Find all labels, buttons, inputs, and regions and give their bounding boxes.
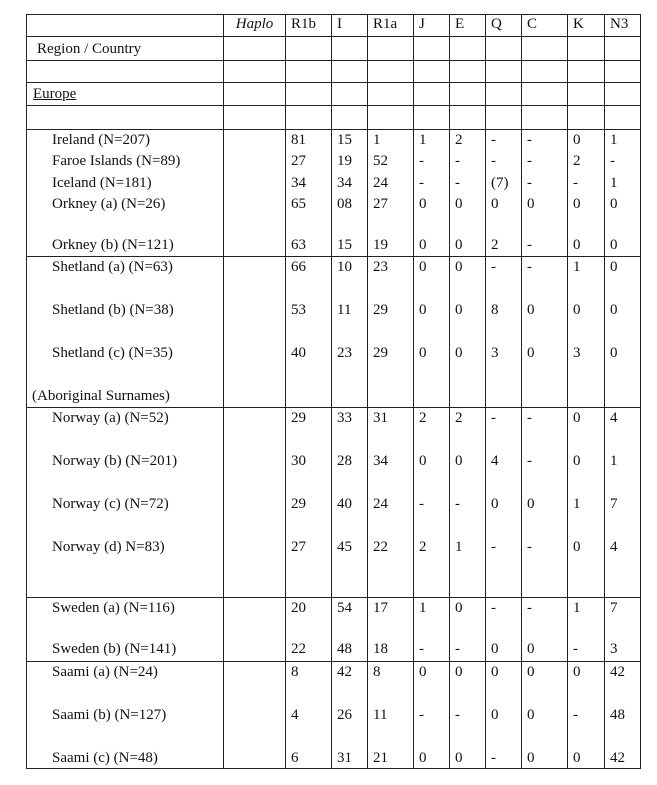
value-n3: 7 (610, 600, 618, 616)
haplo-cell (224, 151, 286, 173)
value-c: - (527, 453, 532, 469)
value-cell-e (450, 598, 486, 662)
value-i: 23 (337, 345, 352, 361)
table-row (27, 408, 641, 598)
value-c (527, 387, 567, 406)
value-cell-c (522, 173, 568, 194)
country-cell (27, 173, 224, 194)
value-cell-r1b (286, 194, 332, 257)
value-n3: 48 (610, 707, 625, 723)
value-r1b: 27 (291, 152, 306, 169)
country-label: Sweden (a) (N=116) (52, 600, 175, 616)
value-n3: 0 (610, 195, 618, 212)
value-cell-r1a (368, 408, 414, 598)
value-r1b: 6 (291, 750, 299, 766)
header-row (27, 15, 641, 37)
value-j: 0 (419, 453, 427, 469)
value-r1a: 31 (373, 410, 388, 426)
value-cell-i (332, 408, 368, 598)
value-cell-j (414, 257, 450, 408)
value-q: 8 (491, 302, 499, 318)
value-cell-k (568, 662, 605, 769)
value-cell-i (332, 130, 368, 151)
value-cell-r1b (286, 257, 332, 408)
value-k: - (573, 707, 578, 723)
value-e: 0 (455, 750, 463, 766)
value-cell-j (414, 408, 450, 598)
value-e: 0 (455, 302, 463, 318)
value-q: - (491, 410, 496, 426)
country-label: Shetland (c) (N=35) (52, 345, 173, 361)
value-cell-r1a (368, 257, 414, 408)
country-cell (27, 130, 224, 151)
value-q: 0 (491, 195, 499, 212)
value-j: 0 (419, 195, 427, 212)
value-r1a: 29 (373, 302, 388, 318)
haplo-cell (224, 194, 286, 257)
country-cell (27, 408, 224, 598)
col-header-c: C (522, 15, 568, 37)
col-header-i: I (332, 15, 368, 37)
value-j: 0 (419, 664, 427, 680)
value-k: 0 (573, 132, 581, 148)
value-q: - (491, 750, 496, 766)
value-i (337, 387, 367, 406)
value-k: 0 (573, 750, 581, 766)
country-label: Saami (c) (N=48) (52, 750, 158, 766)
value-e: 0 (455, 664, 463, 680)
region-country-label: Region / Country (27, 37, 224, 61)
value-c: - (527, 236, 532, 253)
value-r1b: 65 (291, 195, 306, 212)
value-cell-i (332, 151, 368, 173)
country-label: Orkney (a) (N=26) (52, 195, 166, 212)
value-cell-q (486, 598, 522, 662)
value-cell-q (486, 173, 522, 194)
value-e: 0 (455, 236, 463, 253)
value-cell-r1b (286, 130, 332, 151)
value-i: 33 (337, 410, 352, 426)
value-cell-e (450, 194, 486, 257)
value-cell-n3 (605, 151, 641, 173)
country-label: Sweden (b) (N=141) (52, 641, 177, 657)
value-j: 1 (419, 600, 427, 616)
value-i: 45 (337, 539, 352, 555)
value-n3: 4 (610, 539, 618, 555)
value-e: 0 (455, 345, 463, 361)
value-n3: 42 (610, 664, 625, 680)
haplo-cell (224, 408, 286, 598)
spacer-row (27, 61, 641, 83)
value-e: - (455, 641, 460, 657)
value-e: 0 (455, 195, 463, 212)
value-i: 42 (337, 664, 352, 680)
value-j: - (419, 174, 424, 191)
value-r1a: 27 (373, 195, 388, 212)
value-cell-c (522, 662, 568, 769)
value-e: 0 (455, 600, 463, 616)
value-j: - (419, 641, 424, 657)
value-c: 0 (527, 302, 535, 318)
value-j: 0 (419, 236, 427, 253)
value-cell-n3 (605, 662, 641, 769)
value-j: 0 (419, 750, 427, 766)
value-e: 2 (455, 132, 463, 148)
value-j: - (419, 496, 424, 512)
value-cell-i (332, 173, 368, 194)
value-k: 0 (573, 664, 581, 680)
country-label: Shetland (b) (N=38) (52, 302, 174, 318)
value-cell-i (332, 662, 368, 769)
value-cell-c (522, 194, 568, 257)
value-r1a: 22 (373, 539, 388, 555)
haplo-cell (224, 662, 286, 769)
value-r1b: 20 (291, 600, 306, 616)
value-cell-e (450, 408, 486, 598)
value-j: - (419, 152, 424, 169)
value-r1a: 29 (373, 345, 388, 361)
value-e: 1 (455, 539, 463, 555)
value-cell-j (414, 598, 450, 662)
value-cell-i (332, 194, 368, 257)
value-cell-r1b (286, 662, 332, 769)
haplo-cell (224, 173, 286, 194)
value-r1b: 22 (291, 641, 306, 657)
value-n3: 0 (610, 259, 618, 275)
value-j: 0 (419, 345, 427, 361)
value-cell-k (568, 173, 605, 194)
value-r1b: 29 (291, 410, 306, 426)
value-j: - (419, 707, 424, 723)
value-r1a: 11 (373, 707, 388, 723)
value-i: 34 (337, 174, 352, 191)
value-n3: 1 (610, 453, 618, 469)
value-q: (7) (491, 174, 509, 191)
value-cell-n3 (605, 408, 641, 598)
col-header-r1b: R1b (286, 15, 332, 37)
value-cell-q (486, 662, 522, 769)
value-cell-e (450, 151, 486, 173)
value-k: - (573, 641, 578, 657)
value-n3: 1 (610, 132, 618, 148)
spacer-row (27, 106, 641, 130)
value-cell-c (522, 598, 568, 662)
value-i: 31 (337, 750, 352, 766)
col-header-e: E (450, 15, 486, 37)
value-q: 0 (491, 496, 499, 512)
value-cell-r1b (286, 173, 332, 194)
value-r1a: 8 (373, 664, 381, 680)
country-label: Shetland (a) (N=63) (52, 259, 173, 275)
value-r1b: 63 (291, 236, 306, 253)
value-e: 0 (455, 453, 463, 469)
value-n3: 42 (610, 750, 625, 766)
value-i: 15 (337, 132, 352, 148)
value-cell-q (486, 257, 522, 408)
value-cell-r1a (368, 662, 414, 769)
value-q (491, 387, 521, 406)
value-n3: 0 (610, 236, 618, 253)
table-row (27, 598, 641, 662)
col-header-j: J (414, 15, 450, 37)
table-row (27, 662, 641, 769)
value-n3: 0 (610, 302, 618, 318)
value-r1a (373, 387, 413, 406)
table-row (27, 173, 641, 194)
value-r1a: 24 (373, 496, 388, 512)
value-cell-c (522, 257, 568, 408)
value-e (455, 387, 485, 406)
value-k: 0 (573, 236, 581, 253)
country-label: Norway (b) (N=201) (52, 453, 178, 469)
value-q: 0 (491, 641, 499, 657)
value-k: 0 (573, 410, 581, 426)
value-cell-n3 (605, 173, 641, 194)
value-cell-c (522, 408, 568, 598)
value-r1a: 24 (373, 174, 388, 191)
value-r1a: 18 (373, 641, 388, 657)
value-cell-k (568, 151, 605, 173)
value-n3: 4 (610, 410, 618, 426)
region-row (27, 37, 641, 61)
value-r1b: 4 (291, 707, 299, 723)
value-k: 1 (573, 259, 581, 275)
value-r1a: 1 (373, 132, 381, 148)
value-c: - (527, 410, 532, 426)
value-cell-q (486, 408, 522, 598)
value-r1b: 34 (291, 174, 306, 191)
country-cell (27, 598, 224, 662)
value-cell-j (414, 173, 450, 194)
haplo-header: Haplo (224, 15, 286, 37)
value-cell-n3 (605, 194, 641, 257)
value-j: 2 (419, 410, 427, 426)
value-cell-q (486, 151, 522, 173)
value-q: - (491, 132, 496, 148)
value-c: - (527, 152, 532, 169)
value-r1b: 66 (291, 259, 306, 275)
value-i: 15 (337, 236, 352, 253)
value-j (419, 387, 449, 406)
value-k: 0 (573, 539, 581, 555)
value-r1a: 52 (373, 152, 388, 169)
value-cell-r1a (368, 151, 414, 173)
country-label: Norway (a) (N=52) (52, 410, 169, 426)
europe-row (27, 83, 641, 106)
value-c: - (527, 174, 532, 191)
value-cell-i (332, 598, 368, 662)
col-header-n3: N3 (605, 15, 641, 37)
value-i: 19 (337, 152, 352, 169)
value-k: 0 (573, 302, 581, 318)
value-r1b: 29 (291, 496, 306, 512)
value-e: 0 (455, 259, 463, 275)
value-i: 48 (337, 641, 352, 657)
europe-label: Europe (27, 83, 224, 106)
country-cell (27, 194, 224, 257)
value-r1b: 30 (291, 453, 306, 469)
value-q: - (491, 600, 496, 616)
value-cell-c (522, 151, 568, 173)
value-cell-r1a (368, 130, 414, 151)
value-cell-j (414, 130, 450, 151)
value-cell-j (414, 194, 450, 257)
value-c: - (527, 539, 532, 555)
value-cell-q (486, 130, 522, 151)
col-header-k: K (568, 15, 605, 37)
value-q: 2 (491, 236, 499, 253)
value-c: 0 (527, 750, 535, 766)
value-r1b: 40 (291, 345, 306, 361)
value-c: - (527, 600, 532, 616)
table-body (27, 15, 641, 769)
value-cell-n3 (605, 598, 641, 662)
value-cell-e (450, 173, 486, 194)
table-row (27, 151, 641, 173)
value-e: 2 (455, 410, 463, 426)
col-header-q: Q (486, 15, 522, 37)
value-k: 1 (573, 496, 581, 512)
value-cell-k (568, 408, 605, 598)
value-k: 0 (573, 195, 581, 212)
header-corner-cell (27, 15, 224, 37)
value-k: - (573, 174, 578, 191)
col-header-r1a: R1a (368, 15, 414, 37)
value-n3: 3 (610, 641, 618, 657)
value-q: 4 (491, 453, 499, 469)
value-q: 0 (491, 664, 499, 680)
value-e: - (455, 152, 460, 169)
value-e: - (455, 496, 460, 512)
value-c: 0 (527, 195, 535, 212)
value-r1b (291, 387, 331, 406)
value-r1a: 19 (373, 236, 388, 253)
value-cell-r1a (368, 173, 414, 194)
value-i: 40 (337, 496, 352, 512)
value-n3: 7 (610, 496, 618, 512)
country-label: Faroe Islands (N=89) (52, 152, 181, 169)
country-cell (27, 257, 224, 408)
value-r1a: 23 (373, 259, 388, 275)
value-q: - (491, 152, 496, 169)
value-cell-q (486, 194, 522, 257)
country-label: Saami (a) (N=24) (52, 664, 158, 680)
value-k: 3 (573, 345, 581, 361)
haplo-cell (224, 257, 286, 408)
haplo-cell (224, 598, 286, 662)
table-row (27, 130, 641, 151)
value-r1b: 81 (291, 132, 306, 148)
value-q: 3 (491, 345, 499, 361)
haplo-cell (224, 130, 286, 151)
value-c: - (527, 132, 532, 148)
value-j: 0 (419, 259, 427, 275)
value-k: 1 (573, 600, 581, 616)
country-cell (27, 662, 224, 769)
value-cell-k (568, 598, 605, 662)
value-cell-n3 (605, 130, 641, 151)
value-cell-e (450, 257, 486, 408)
country-label: Ireland (N=207) (52, 132, 151, 148)
value-cell-r1b (286, 408, 332, 598)
value-cell-c (522, 130, 568, 151)
value-q: - (491, 539, 496, 555)
value-cell-n3 (605, 257, 641, 408)
value-j: 1 (419, 132, 427, 148)
value-cell-e (450, 130, 486, 151)
country-cell (27, 151, 224, 173)
value-cell-k (568, 130, 605, 151)
table-row (27, 257, 641, 408)
value-r1b: 27 (291, 539, 306, 555)
value-c: 0 (527, 664, 535, 680)
value-c: - (527, 259, 532, 275)
value-n3: 0 (610, 345, 618, 361)
value-cell-r1b (286, 598, 332, 662)
value-e: - (455, 174, 460, 191)
value-n3 (610, 387, 640, 406)
value-k (573, 387, 604, 406)
country-label: Norway (d) N=83) (52, 539, 165, 555)
country-label: Norway (c) (N=72) (52, 496, 169, 512)
value-r1a: 34 (373, 453, 388, 469)
table-row (27, 194, 641, 257)
value-cell-j (414, 151, 450, 173)
value-q: 0 (491, 707, 499, 723)
value-r1b: 8 (291, 664, 299, 680)
value-i: 26 (337, 707, 352, 723)
value-c: 0 (527, 345, 535, 361)
value-i: 28 (337, 453, 352, 469)
country-label: Iceland (N=181) (52, 174, 152, 191)
value-j: 0 (419, 302, 427, 318)
value-cell-r1a (368, 194, 414, 257)
value-k: 0 (573, 453, 581, 469)
value-c: 0 (527, 641, 535, 657)
country-label: Saami (b) (N=127) (52, 707, 167, 723)
value-cell-r1b (286, 151, 332, 173)
value-cell-i (332, 257, 368, 408)
value-c: 0 (527, 496, 535, 512)
country-label: (Aboriginal Surnames) (32, 388, 170, 404)
value-j: 2 (419, 539, 427, 555)
value-n3: 1 (610, 174, 618, 191)
value-cell-r1a (368, 598, 414, 662)
value-i: 10 (337, 259, 352, 275)
value-r1a: 17 (373, 600, 388, 616)
value-q: - (491, 259, 496, 275)
country-label: Orkney (b) (N=121) (52, 236, 174, 253)
value-cell-e (450, 662, 486, 769)
value-c: 0 (527, 707, 535, 723)
value-i: 11 (337, 302, 352, 318)
value-i: 08 (337, 195, 352, 212)
value-n3: - (610, 152, 615, 169)
value-cell-k (568, 257, 605, 408)
haplogroup-table (26, 14, 641, 769)
value-i: 54 (337, 600, 352, 616)
value-cell-k (568, 194, 605, 257)
value-cell-j (414, 662, 450, 769)
value-e: - (455, 707, 460, 723)
value-r1b: 53 (291, 302, 306, 318)
value-k: 2 (573, 152, 581, 169)
value-r1a: 21 (373, 750, 388, 766)
